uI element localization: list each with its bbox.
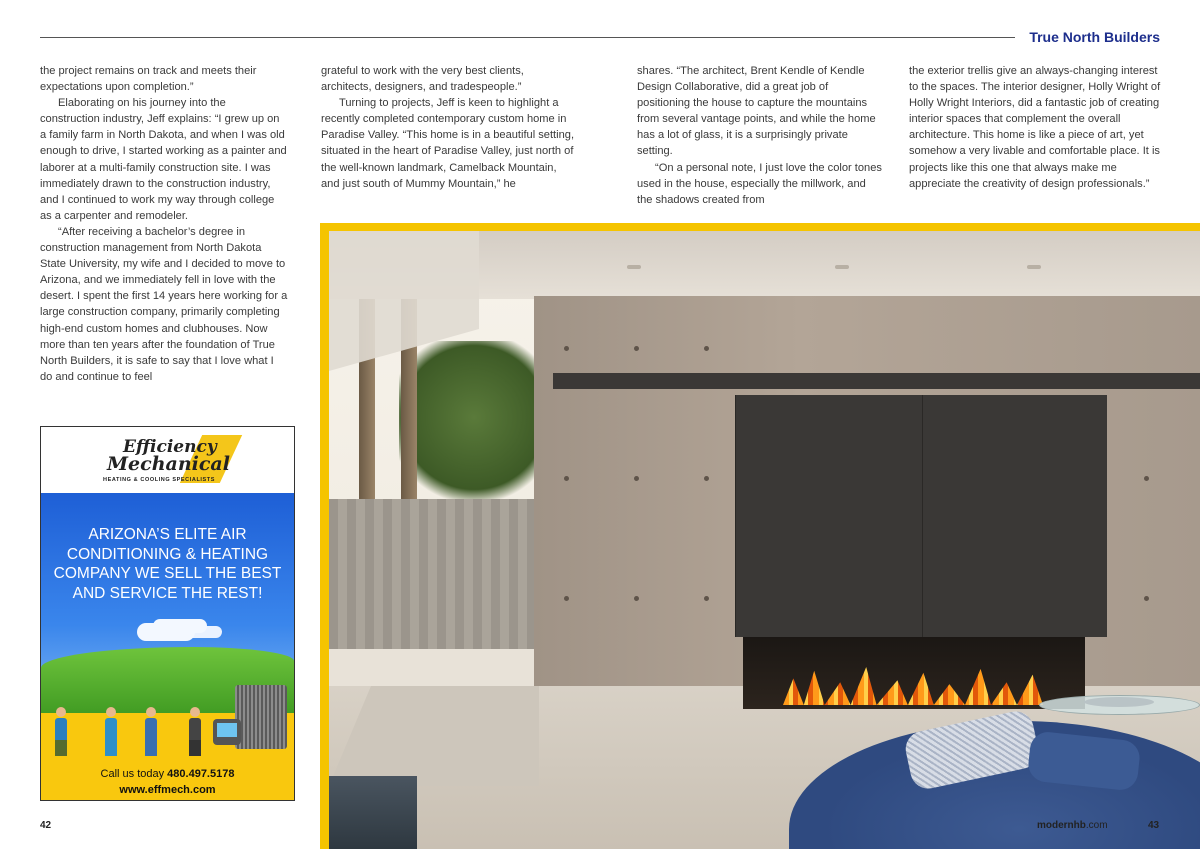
paragraph: grateful to work with the very best clients, architects, designers, and tradespeople.” — [321, 65, 524, 94]
ad-call-line — [41, 768, 294, 780]
paragraph: the project remains on track and meets their expectations upon completion.” — [40, 65, 257, 94]
ad-headline: ARIZONA’S ELITE AIR CONDITIONING & HEATING COMPANY WE SELL THE BEST AND SERVICE THE REST! — [53, 526, 282, 602]
page-number-right: 43 — [1148, 820, 1160, 831]
ad-logo — [41, 427, 294, 493]
text-column-2 — [321, 63, 577, 192]
bowl — [1084, 697, 1154, 707]
tree — [399, 341, 549, 511]
logo-tagline: HEATING & COOLING SPECIALISTS — [103, 477, 216, 483]
ceiling-light-icon — [835, 265, 849, 269]
fireplace — [743, 637, 1085, 709]
ceiling-light-icon — [1027, 265, 1041, 269]
footer-site-bold: modernhb — [1037, 820, 1086, 831]
thermostat-icon — [213, 719, 241, 745]
footer-website[interactable] — [1037, 820, 1108, 831]
text-column-1 — [40, 63, 288, 385]
pool-edge — [329, 776, 417, 849]
paragraph: “On a personal note, I just love the color tones used in the house, especially the millwork, and the shadows created from — [637, 161, 882, 206]
logo-word-2: Mechanical — [107, 453, 230, 475]
fireplace-photo — [329, 231, 1200, 849]
technician-figure-icon — [105, 707, 117, 757]
advertisement[interactable] — [40, 426, 295, 801]
paragraph: “After receiving a bachelor’s degree in construction management from North Dakota State University, my wife and I decided to move to Arizona, and we immediately fell in love with the desert. I spent the first 14 years here working for a large construction company, primarily completing high-end custom homes and clubhouses. Now more than ten years after the foundation of True North Builders, it is safe to say that I love what I do and continue to feel — [40, 225, 288, 383]
text-column-4 — [909, 63, 1165, 192]
page-number-left: 42 — [40, 820, 52, 831]
block-wall — [329, 499, 534, 649]
paragraph: Turning to projects, Jeff is keen to highlight a recently completed contemporary custom home in Paradise Valley. “This home is in a beautiful setting, situated in the heart of Paradise Valley, just north of the well-known landmark, Camelback Mountain, and just south of Mummy Mountain,” he — [321, 97, 575, 190]
phone-number[interactable]: 480.497.5178 — [167, 768, 235, 780]
flame-icon — [783, 667, 1043, 705]
text-column-3 — [637, 63, 883, 208]
tv-cabinet-panel — [735, 395, 1107, 637]
ceiling-light-icon — [627, 265, 641, 269]
paragraph: shares. “The architect, Brent Kendle of Kendle Design Collaborative, did a great job of positioning the house to capture the mountains from several vantage points, and while the home has a lot of glass, it is a surprisingly private setting. — [637, 65, 876, 158]
ad-website-link[interactable]: www.effmech.com — [119, 784, 216, 796]
technician-figure-icon — [145, 707, 157, 757]
logo-word-1: Efficiency — [123, 437, 217, 457]
section-title: True North Builders — [1029, 29, 1160, 45]
paragraph: Elaborating on his journey into the construction industry, Jeff explains: “I grew up on a family farm in North Dakota, and when I was old enough to drive, I started working as a painter and laborer at a multi-family construction site. I was immediately drawn to the construction industry, and I continued to work my way through college as a carpenter and remodeler. — [40, 97, 287, 222]
cloud-icon — [137, 623, 195, 641]
header-rule — [40, 37, 1015, 38]
technician-figure-icon — [55, 707, 67, 757]
sliding-rail — [553, 373, 1200, 389]
footer-site-suffix: .com — [1085, 820, 1108, 831]
call-text: Call us today — [100, 768, 165, 780]
technician-figure-icon — [189, 707, 201, 757]
paragraph: the exterior trellis give an always-changing interest to the spaces. The interior designer, Holly Wright of Holly Wright Interiors, did a fantastic job of creating interior spaces that complement the overall architecture. This home is like a piece of art, yet somehow a very livable and comfortable place. It is projects like this one that always make me appreciate the creativity of design professionals.” — [909, 65, 1161, 190]
ac-unit-icon — [235, 685, 287, 749]
